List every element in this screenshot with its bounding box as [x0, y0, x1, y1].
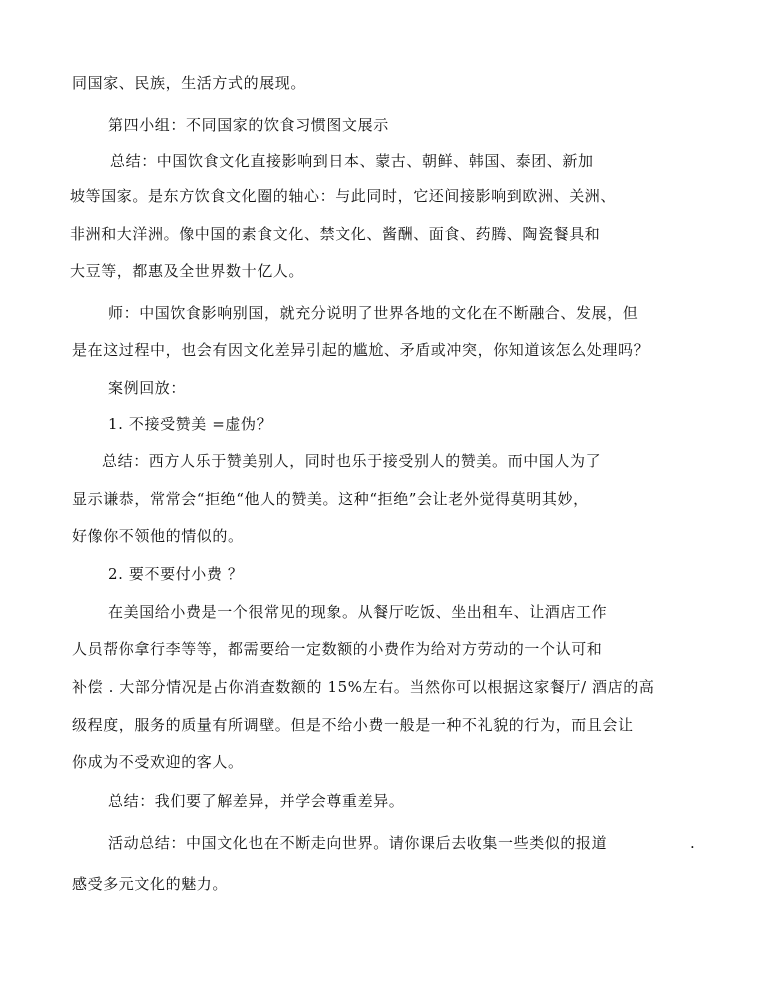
paragraph-line-22: 感受多元文化的魅力。 [72, 875, 229, 893]
trailing-period: . [690, 834, 695, 852]
paragraph-line-2: 第四小组：不同国家的饮食习惯图文展示 [108, 116, 389, 134]
list-item-1-heading: 1. 不接受赞美 =虚伪？ [108, 415, 273, 433]
paragraph-line-1: 同国家、民族，生活方式的展现。 [72, 74, 307, 92]
paragraph-line-15: 在美国给小费是一个很常见的现象。从餐厅吃饭、坐出租车、让酒店工作 [108, 603, 608, 621]
paragraph-line-18: 级程度，服务的质量有所调壁。但是不给小费一般是一种不礼貌的行为，而且会让 [72, 716, 634, 734]
paragraph-line-11: 总结：西方人乐于赞美别人，同时也乐于接受别人的赞美。而中国人为了 [102, 452, 602, 470]
paragraph-line-3: 总结：中国饮食文化直接影响到日本、蒙古、朝鲜、韩国、泰团、新加 [110, 152, 594, 170]
paragraph-line-12: 显示谦恭，常常会“拒绝“他人的赞美。这种“拒绝”会让老外觉得莫明其妙， [72, 490, 589, 508]
list-item-2-heading: 2. 要不要付小费 ？ [108, 565, 244, 583]
paragraph-line-8: 是在这过程中，也会有因文化差异引起的尴尬、矛盾或冲突，你知道该怎么处理吗？ [72, 341, 650, 359]
paragraph-line-19: 你成为不受欢迎的客人。 [72, 753, 244, 771]
paragraph-line-7: 师：中国饮食影响别国，就充分说明了世界各地的文化在不断融合、发展，但 [108, 304, 639, 322]
paragraph-line-5: 非洲和大洋洲。像中国的素食文化、禁文化、酱酬、面食、药腾、陶瓷餐具和 [70, 225, 601, 243]
paragraph-line-16: 人员帮你拿行李等等，都需要给一定数额的小费作为给对方劳动的一个认可和 [72, 640, 603, 658]
paragraph-line-17: 补偿 . 大部分情况是占你消查数额的 15%左右。当然你可以根据这家餐厅/ 酒店的高 [72, 678, 655, 696]
paragraph-line-9: 案例回放： [108, 379, 187, 397]
paragraph-line-13: 好像你不领他的情似的。 [72, 527, 244, 545]
paragraph-line-20: 总结：我们要了解差异，并学会尊重差异。 [108, 792, 405, 810]
paragraph-line-6: 大豆等，都惠及全世界数十亿人。 [70, 262, 305, 280]
paragraph-line-4: 坡等国家。是东方饮食文化圈的轴心：与此同时，它还间接影响到欧洲、关洲、 [70, 187, 617, 205]
paragraph-line-21: 活动总结：中国文化也在不断走向世界。请你课后去收集一些类似的报道 [108, 834, 608, 852]
